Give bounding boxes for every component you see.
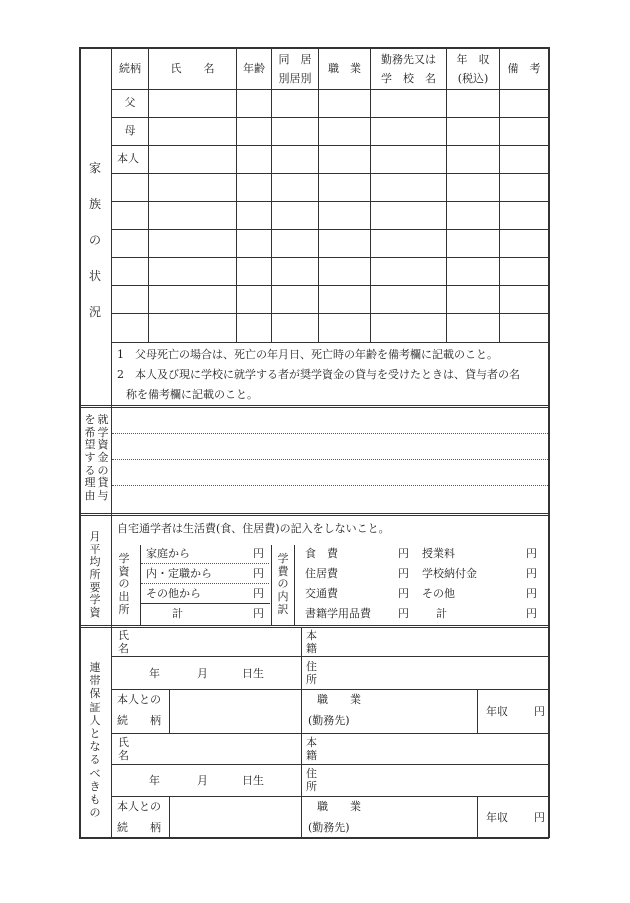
breakdown-item-unit: 円: [398, 587, 409, 600]
header-name: 氏 名: [170, 62, 215, 75]
header-income: (税込): [457, 72, 489, 85]
breakdown-item-label: 食 費: [305, 547, 338, 560]
guarantor2-name-label: 氏: [118, 736, 129, 749]
header-employer: 学 校 名: [381, 72, 436, 85]
guarantor1-occupation-label: (勤務先): [308, 714, 350, 727]
guarantor1-domicile-label: 籍: [306, 642, 317, 655]
reason-side-label-col1: 就学資金の貸与: [97, 413, 109, 502]
row-divider: [111, 342, 548, 343]
income-row-unit: 円: [253, 547, 264, 560]
form-right-border: [548, 47, 550, 838]
guarantor-row-line: [111, 656, 548, 657]
income-total-line: [141, 603, 270, 604]
guarantor1-birth-month: 月: [197, 667, 208, 680]
guarantor-income-divider: [477, 796, 478, 838]
header-remarks: 備 考: [507, 62, 541, 75]
income-row-line: [141, 583, 269, 584]
guarantor1-birth-day: 日生: [242, 667, 264, 680]
header-income: 年 収: [456, 53, 490, 66]
guarantor2-address-label: 住: [306, 767, 317, 780]
header-employer: 勤務先又は: [381, 53, 436, 66]
guarantor1-income-unit: 円: [534, 705, 545, 718]
form-left-border: [79, 47, 81, 838]
guarantor1-domicile-label: 本: [306, 629, 317, 642]
reason-side-label-col2: を希望する理由: [84, 413, 96, 502]
guarantor-relation-divider: [169, 689, 170, 733]
relation-mother: 母: [124, 124, 136, 137]
breakdown-item-label: 学校納付金: [422, 567, 477, 580]
breakdown-item-label: 授業料: [422, 547, 455, 560]
guarantor1-name-label: 氏: [118, 629, 129, 642]
guarantor1-income-label: 年収: [486, 705, 508, 718]
guarantor1-relation-label: 続 柄: [117, 714, 161, 727]
reason-input-area[interactable]: [112, 409, 548, 513]
breakdown-label: 学費の内訳: [277, 552, 289, 616]
family-note-2-cont: 称を備考欄に記載のこと。: [126, 388, 258, 401]
guarantor2-income-label: 年収: [486, 811, 508, 824]
breakdown-label-divider: [294, 545, 295, 625]
breakdown-total-label: 計: [436, 607, 447, 620]
header-cohabit: 別居別: [278, 72, 312, 85]
form-bottom-border: [79, 837, 549, 839]
income-row-unit: 円: [253, 567, 264, 580]
breakdown-total-unit: 円: [526, 607, 537, 620]
family-note-2: 2 本人及び現に学校に就学する者が奨学資金の貸与を受けたときは、貸与者の名: [117, 368, 520, 381]
income-total-unit: 円: [253, 607, 264, 620]
relation-father: 父: [124, 96, 136, 109]
guarantor2-domicile-label: 籍: [306, 749, 317, 762]
guarantor2-domicile-label: 本: [306, 736, 317, 749]
guarantor1-address-label: 所: [306, 673, 317, 686]
family-rows-input-area[interactable]: [149, 90, 547, 342]
expenses-instruction: 自宅通学者は生活費(食、住居費)の記入をしないこと。: [117, 522, 390, 535]
guarantor1-address-label: 住: [306, 660, 317, 673]
income-row-line: [141, 563, 269, 564]
guarantor2-relation-label: 続 柄: [117, 821, 161, 834]
section-divider: [79, 513, 549, 514]
income-row-label: その他から: [146, 587, 201, 600]
guarantor1-occupation-label: 職 業: [317, 693, 361, 706]
header-relation: 続柄: [119, 62, 141, 75]
guarantor-income-divider: [477, 689, 478, 733]
guarantor1-name-label: 名: [118, 642, 129, 655]
header-cohabit: 同 居: [278, 53, 312, 66]
section-divider: [79, 407, 549, 408]
family-side-label: 家族の状況: [88, 161, 101, 319]
guarantor2-occupation-label: (勤務先): [308, 821, 350, 834]
guarantor2-address-label: 所: [306, 780, 317, 793]
income-row-label: 家庭から: [146, 547, 190, 560]
income-label-divider: [140, 545, 141, 625]
family-note-1: 1 父母死亡の場合は、死亡の年月日、死亡時の年齢を備考欄に記載のこと。: [117, 348, 498, 361]
guarantor2-relation-label: 本人との: [117, 800, 161, 813]
income-total-label: 計: [172, 607, 183, 620]
breakdown-item-unit: 円: [398, 547, 409, 560]
header-occupation: 職 業: [328, 62, 361, 75]
income-row-unit: 円: [253, 587, 264, 600]
guarantor2-birth-month: 月: [197, 774, 208, 787]
guarantor2-name-label: 名: [118, 749, 129, 762]
guarantor1-relation-label: 本人との: [117, 693, 161, 706]
breakdown-item-unit: 円: [398, 567, 409, 580]
breakdown-item-unit: 円: [398, 607, 409, 620]
guarantor2-income-unit: 円: [534, 811, 545, 824]
breakdown-item-label: 書籍学用品費: [305, 607, 371, 620]
header-age: 年齢: [243, 62, 265, 75]
guarantor-row-line: [111, 764, 548, 765]
section-divider: [79, 627, 549, 628]
guarantor-row-line: [111, 689, 548, 690]
breakdown-item-unit: 円: [526, 547, 537, 560]
breakdown-item-label: その他: [422, 587, 455, 600]
section-divider: [79, 625, 549, 626]
guarantor-side-label: 連帯保証人となるべきもの: [89, 661, 101, 820]
breakdown-item-unit: 円: [526, 567, 537, 580]
breakdown-item-unit: 円: [526, 587, 537, 600]
section-divider: [79, 405, 549, 406]
guarantor-relation-divider: [169, 796, 170, 838]
relation-self: 本人: [117, 152, 139, 165]
section-divider: [79, 515, 549, 516]
guarantor2-birth-day: 日生: [242, 774, 264, 787]
income-source-label: 学資の出所: [118, 552, 130, 616]
breakdown-item-label: 交通費: [305, 587, 338, 600]
breakdown-item-label: 住居費: [305, 567, 338, 580]
income-breakdown-divider: [271, 545, 272, 625]
guarantor1-birth-year: 年: [149, 667, 160, 680]
guarantor-row-line: [111, 796, 548, 797]
guarantor-separator: [111, 733, 548, 734]
guarantor2-birth-year: 年: [149, 774, 160, 787]
guarantor2-occupation-label: 職 業: [317, 800, 361, 813]
form-top-border: [79, 47, 549, 49]
income-row-label: 内・定職から: [146, 567, 212, 580]
expenses-side-label: 月平均所要学資: [89, 530, 101, 619]
